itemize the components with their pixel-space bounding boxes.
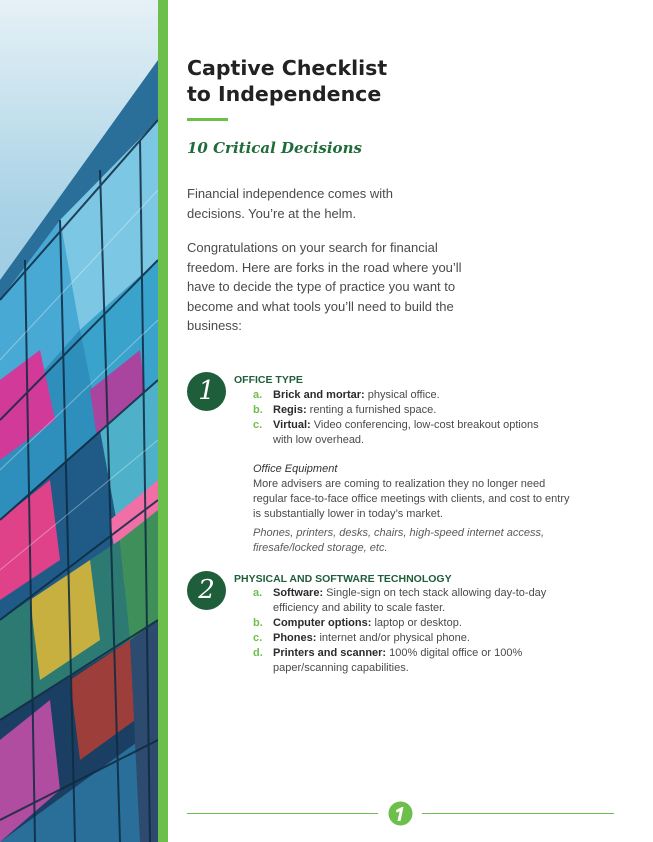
footer-rule-left (187, 813, 378, 814)
section-1-title: OFFICE TYPE (234, 374, 303, 386)
item-letter: b. (253, 617, 263, 629)
accent-bar (158, 0, 168, 842)
item-text: Video conferencing, low-cost breakout options with low overhead. (273, 419, 539, 446)
item-label: Phones: (273, 632, 317, 644)
intro-paragraph-2: Congratulations on your search for financial freedom. Here are forks in the road where you’ll have to decide the type of practice you want to become and what tools you’ll need to build the business: (187, 240, 462, 333)
list-item (253, 403, 553, 418)
item-text: internet and/or physical phone. (316, 632, 470, 644)
item-text: renting a furnished space. (306, 404, 437, 416)
glass-building-image (0, 0, 158, 842)
item-letter: c. (253, 632, 263, 644)
section-1-list (253, 388, 553, 448)
item-text: laptop or desktop. (371, 617, 462, 629)
item-letter: c. (253, 419, 263, 431)
title-divider (187, 118, 228, 121)
page-title (187, 55, 387, 107)
list-item (253, 646, 553, 676)
item-label: Brick and mortar: (273, 389, 365, 401)
item-label: Printers and scanner: (273, 647, 387, 659)
section-1-number-badge: 1 (187, 372, 226, 411)
page-subtitle: 10 Critical Decisions (187, 139, 362, 157)
item-letter: b. (253, 404, 263, 416)
item-text: 100% digital office or 100% paper/scanning capabilities. (273, 647, 523, 674)
building-photo (0, 0, 158, 842)
list-item (253, 631, 553, 646)
list-item (253, 388, 553, 403)
section-2-title: PHYSICAL AND SOFTWARE TECHNOLOGY (234, 573, 452, 585)
list-item (253, 616, 553, 631)
list-item (253, 586, 553, 616)
item-label: Computer options: (273, 617, 372, 629)
intro-paragraph-1: Financial independence comes with decisions. You’re at the helm. (187, 186, 393, 221)
item-letter: a. (253, 587, 263, 599)
list-item (253, 418, 553, 448)
office-equipment-body: More advisers are coming to realization they no longer need regular face-to-face office meetings with clients, and cost to entry is substantially lower in today’s market. (253, 478, 570, 520)
item-letter: d. (253, 647, 263, 659)
office-equipment-heading: Office Equipment (253, 463, 338, 475)
title-line-1: Captive Checklist (187, 56, 388, 80)
section-2-number-badge: 2 (187, 571, 226, 610)
item-label: Regis: (273, 404, 307, 416)
footer-rule-right (422, 813, 614, 814)
item-text: physical office. (364, 389, 440, 401)
one-logo-icon (388, 801, 413, 826)
item-letter: a. (253, 389, 263, 401)
item-text: Single-sign on tech stack allowing day-to-day efficiency and ability to scale faster. (273, 587, 547, 614)
title-line-2: to Independence (187, 82, 382, 106)
office-equipment-note: Phones, printers, desks, chairs, high-speed internet access, firesafe/locked storage, etc. (253, 527, 545, 554)
section-2-list (253, 586, 553, 676)
item-label: Software: (273, 587, 324, 599)
item-label: Virtual: (273, 419, 311, 431)
